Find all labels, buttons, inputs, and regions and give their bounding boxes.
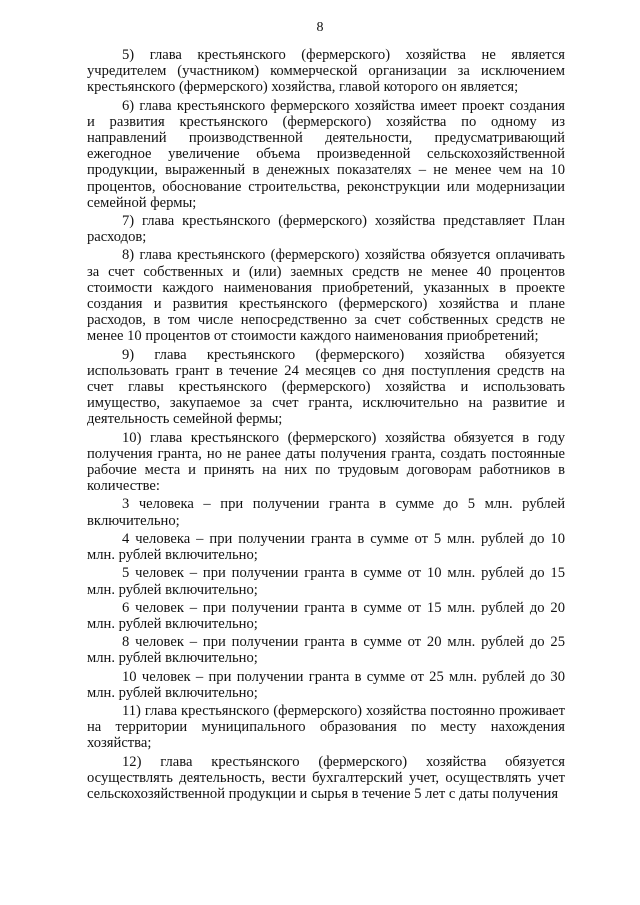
paragraph-item-5: 5) глава крестьянского (фермерского) хозяйства не является учредителем (участником) коммерческой организации за исключением крестьянского (фермерского) хозяйства, главой которого он является; xyxy=(87,47,565,96)
paragraph-workers-10: 10 человек – при получении гранта в сумме от 25 млн. рублей до 30 млн. рублей включительно; xyxy=(87,668,565,701)
paragraph-item-12: 12) глава крестьянского (фермерского) хозяйства обязуется осуществлять деятельность, вести бухгалтерский учет, осуществлять учет сельскохозяйственной продукции и сырья в течение 5 лет с даты получения xyxy=(87,753,565,802)
paragraph-workers-4: 4 человека – при получении гранта в сумме от 5 млн. рублей до 10 млн. рублей включительно; xyxy=(87,530,565,564)
paragraph-item-6: 6) глава крестьянского фермерского хозяйства имеет проект создания и развития крестьянского (фермерского) хозяйства по одному из направлений производственной деятельности, предусматривающий ежегодное увеличение объема произведенной сельскохозяйственной продукции, выраженный в денежных показателях – не менее чем на 10 процентов, обоснование строительства, реконструкции или модернизации семейной фермы; xyxy=(87,97,565,211)
paragraph-workers-5: 5 человек – при получении гранта в сумме от 10 млн. рублей до 15 млн. рублей включительно; xyxy=(87,565,565,598)
paragraph-workers-8: 8 человек – при получении гранта в сумме от 20 млн. рублей до 25 млн. рублей включительно; xyxy=(87,634,565,667)
paragraph-item-11: 11) глава крестьянского (фермерского) хозяйства постоянно проживает на территории муниципального образования по месту нахождения хозяйства; xyxy=(87,702,565,752)
page-number: 8 xyxy=(316,20,324,35)
document-body xyxy=(87,47,565,804)
paragraph-item-9: 9) глава крестьянского (фермерского) хозяйства обязуется использовать грант в течение 24 месяцев со дня поступления средств на счет главы крестьянского (фермерского) хозяйства и использовать имущество, закупаемое за счет гранта, исключительно на развитие и деятельность семейной фермы; xyxy=(87,346,565,428)
paragraph-item-7: 7) глава крестьянского (фермерского) хозяйства представляет План расходов; xyxy=(87,213,565,246)
paragraph-workers-6: 6 человек – при получении гранта в сумме от 15 млн. рублей до 20 млн. рублей включительно; xyxy=(87,599,565,632)
paragraph-item-10: 10) глава крестьянского (фермерского) хозяйства обязуется в году получения гранта, но не ранее даты получения гранта, создать постоянные рабочие места и принять на них по трудовым договорам работников в количестве: xyxy=(87,429,565,495)
paragraph-item-8: 8) глава крестьянского (фермерского) хозяйства обязуется оплачивать за счет собственных и (или) заемных средств не менее 40 процентов стоимости каждого наименования приобретений, указанных в проекте создания и развития крестьянского (фермерского) хозяйства и плане расходов, в том числе непосредственно за счет собственных средств не менее 10 процентов от стоимости каждого наименования приобретений; xyxy=(87,247,565,345)
paragraph-workers-3: 3 человека – при получении гранта в сумме до 5 млн. рублей включительно; xyxy=(87,496,565,529)
